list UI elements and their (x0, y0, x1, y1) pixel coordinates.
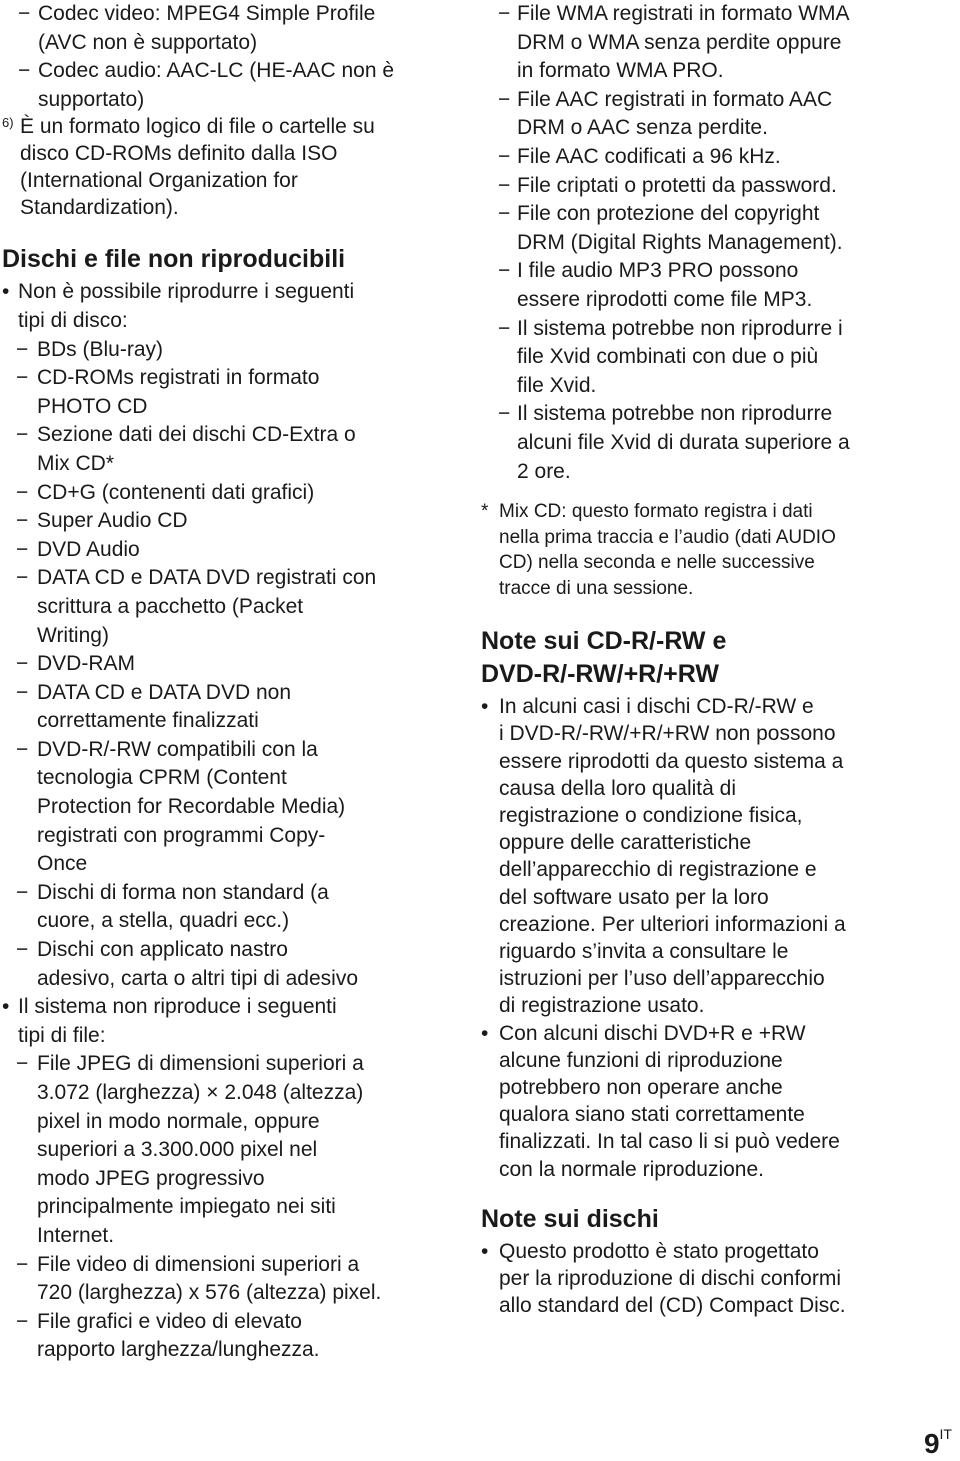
unsupported-file-item: − File AAC registrati in formato AAC DRM o AAC senza perdite. (481, 86, 951, 143)
disc-item: − Sezione dati dei dischi CD-Extra o Mix CD* (2, 421, 447, 478)
note-bullet: • In alcuni casi i dischi CD-R/-RW e i DVD-R/-RW/+R/+RW non possono essere riprodotti da questo sistema a causa della loro qualità di registrazione o condizione fisica, oppure delle caratteristiche dell’apparecchio di registrazione e del software usato per la loro creazione. Per ulteriori informazioni a riguardo s’invita a consultare le istruzioni per l’uso dell’apparecchio di registrazione usato. (481, 693, 951, 1019)
file-item: − File JPEG di dimensioni superiori a 3.072 (larghezza) × 2.048 (altezza) pixel in modo normale, oppure superiori a 3.300.000 pixel nel modo JPEG progressivo principalmente impiegato nei siti Internet. (2, 1050, 447, 1250)
section-heading-discs: Note sui dischi (481, 1204, 659, 1233)
page-number: $9^{IT}$ (923, 1425, 952, 1459)
right-column (481, 0, 951, 1319)
right-dash-list (481, 0, 951, 486)
asterisk-mark: * (481, 501, 489, 523)
section-heading: Dischi e file non riproducibili (2, 245, 346, 274)
unsupported-file-item: − File criptati o protetti da password. (481, 172, 951, 201)
dash-item: − Codec video: MPEG4 Simple Profile (2, 0, 447, 29)
unsupported-file-item: − Il sistema potrebbe non riprodurre i file Xvid combinati con due o più file Xvid. (481, 315, 951, 401)
cdr-notes-list (481, 693, 951, 1183)
disc-item: − BDs (Blu-ray) (2, 336, 447, 365)
footnote-6: 6) È un formato logico di file o cartelle su disco CD-ROMs definito dalla ISO (International Organization for Standardization). (2, 113, 447, 221)
unplayable-disc-list (2, 336, 447, 994)
disc-item: − CD-ROMs registrati in formato PHOTO CD (2, 364, 447, 421)
left-column (2, 0, 447, 1365)
unplayable-file-list (2, 1050, 447, 1365)
unsupported-file-item: − File WMA registrati in formato WMA DRM o WMA senza perdite oppure in formato WMA PRO. (481, 0, 951, 86)
file-item: − File grafici e video di elevato rapporto larghezza/lunghezza. (2, 1308, 447, 1365)
disc-item: − DVD-RAM (2, 650, 447, 679)
disc-item: − Dischi di forma non standard (a cuore, a stella, quadri ecc.) (2, 879, 447, 936)
note-bullet: • Con alcuni dischi DVD+R e +RW alcune funzioni di riproduzione potrebbero non operare anche qualora siano stati correttamente finalizzati. In tal caso li si può vedere con la normale riproduzione. (481, 1020, 951, 1183)
disc-item: − DATA CD e DATA DVD non correttamente finalizzati (2, 679, 447, 736)
top-dash-list: − Codec video: MPEG4 Simple Profile (AVC non è supportato) − Codec audio: AAC-LC (HE-AAC non è supportato) (2, 0, 447, 114)
dash-item: − Codec audio: AAC-LC (HE-AAC non è (2, 57, 447, 86)
disc-item: − DVD-R/-RW compatibili con la tecnologia CPRM (Content Protection for Recordable Media) registrati con programmi Copy- Once (2, 736, 447, 879)
disc-item: − DATA CD e DATA DVD registrati con scrittura a pacchetto (Packet Writing) (2, 564, 447, 650)
disc-notes-list (481, 1238, 951, 1320)
section-heading-cdr: Note sui CD-R/-RW e DVD-R/-RW/+R/+RW (481, 627, 727, 689)
disc-item: − CD+G (contenenti dati grafici) (2, 479, 447, 508)
unsupported-file-item: − File con protezione del copyright DRM (Digital Rights Management). (481, 200, 951, 257)
disc-item: − Super Audio CD (2, 507, 447, 536)
note-bullet: • Questo prodotto è stato progettato per la riproduzione di dischi conformi allo standard del (CD) Compact Disc. (481, 1238, 951, 1320)
star-note: * Mix CD: questo formato registra i dati nella prima traccia e l’audio (dati AUDIO CD) nella seconda e nelle successive tracce di una sessione. (481, 501, 836, 599)
bullet-discs: • Non è possibile riprodurre i seguenti tipi di disco: (2, 278, 447, 335)
bullet-files: • Il sistema non riproduce i seguenti tipi di file: (2, 993, 447, 1050)
disc-item: − Dischi con applicato nastro adesivo, carta o altri tipi di adesivo (2, 936, 447, 993)
footnote-mark: 6) (2, 115, 14, 131)
disc-item: − DVD Audio (2, 536, 447, 565)
file-item: − File video di dimensioni superiori a 720 (larghezza) x 576 (altezza) pixel. (2, 1251, 447, 1308)
unsupported-file-item: − Il sistema potrebbe non riprodurre alcuni file Xvid di durata superiore a 2 ore. (481, 400, 951, 486)
unsupported-file-item: − I file audio MP3 PRO possono essere riprodotti come file MP3. (481, 257, 951, 314)
unsupported-file-item: − File AAC codificati a 96 kHz. (481, 143, 951, 172)
